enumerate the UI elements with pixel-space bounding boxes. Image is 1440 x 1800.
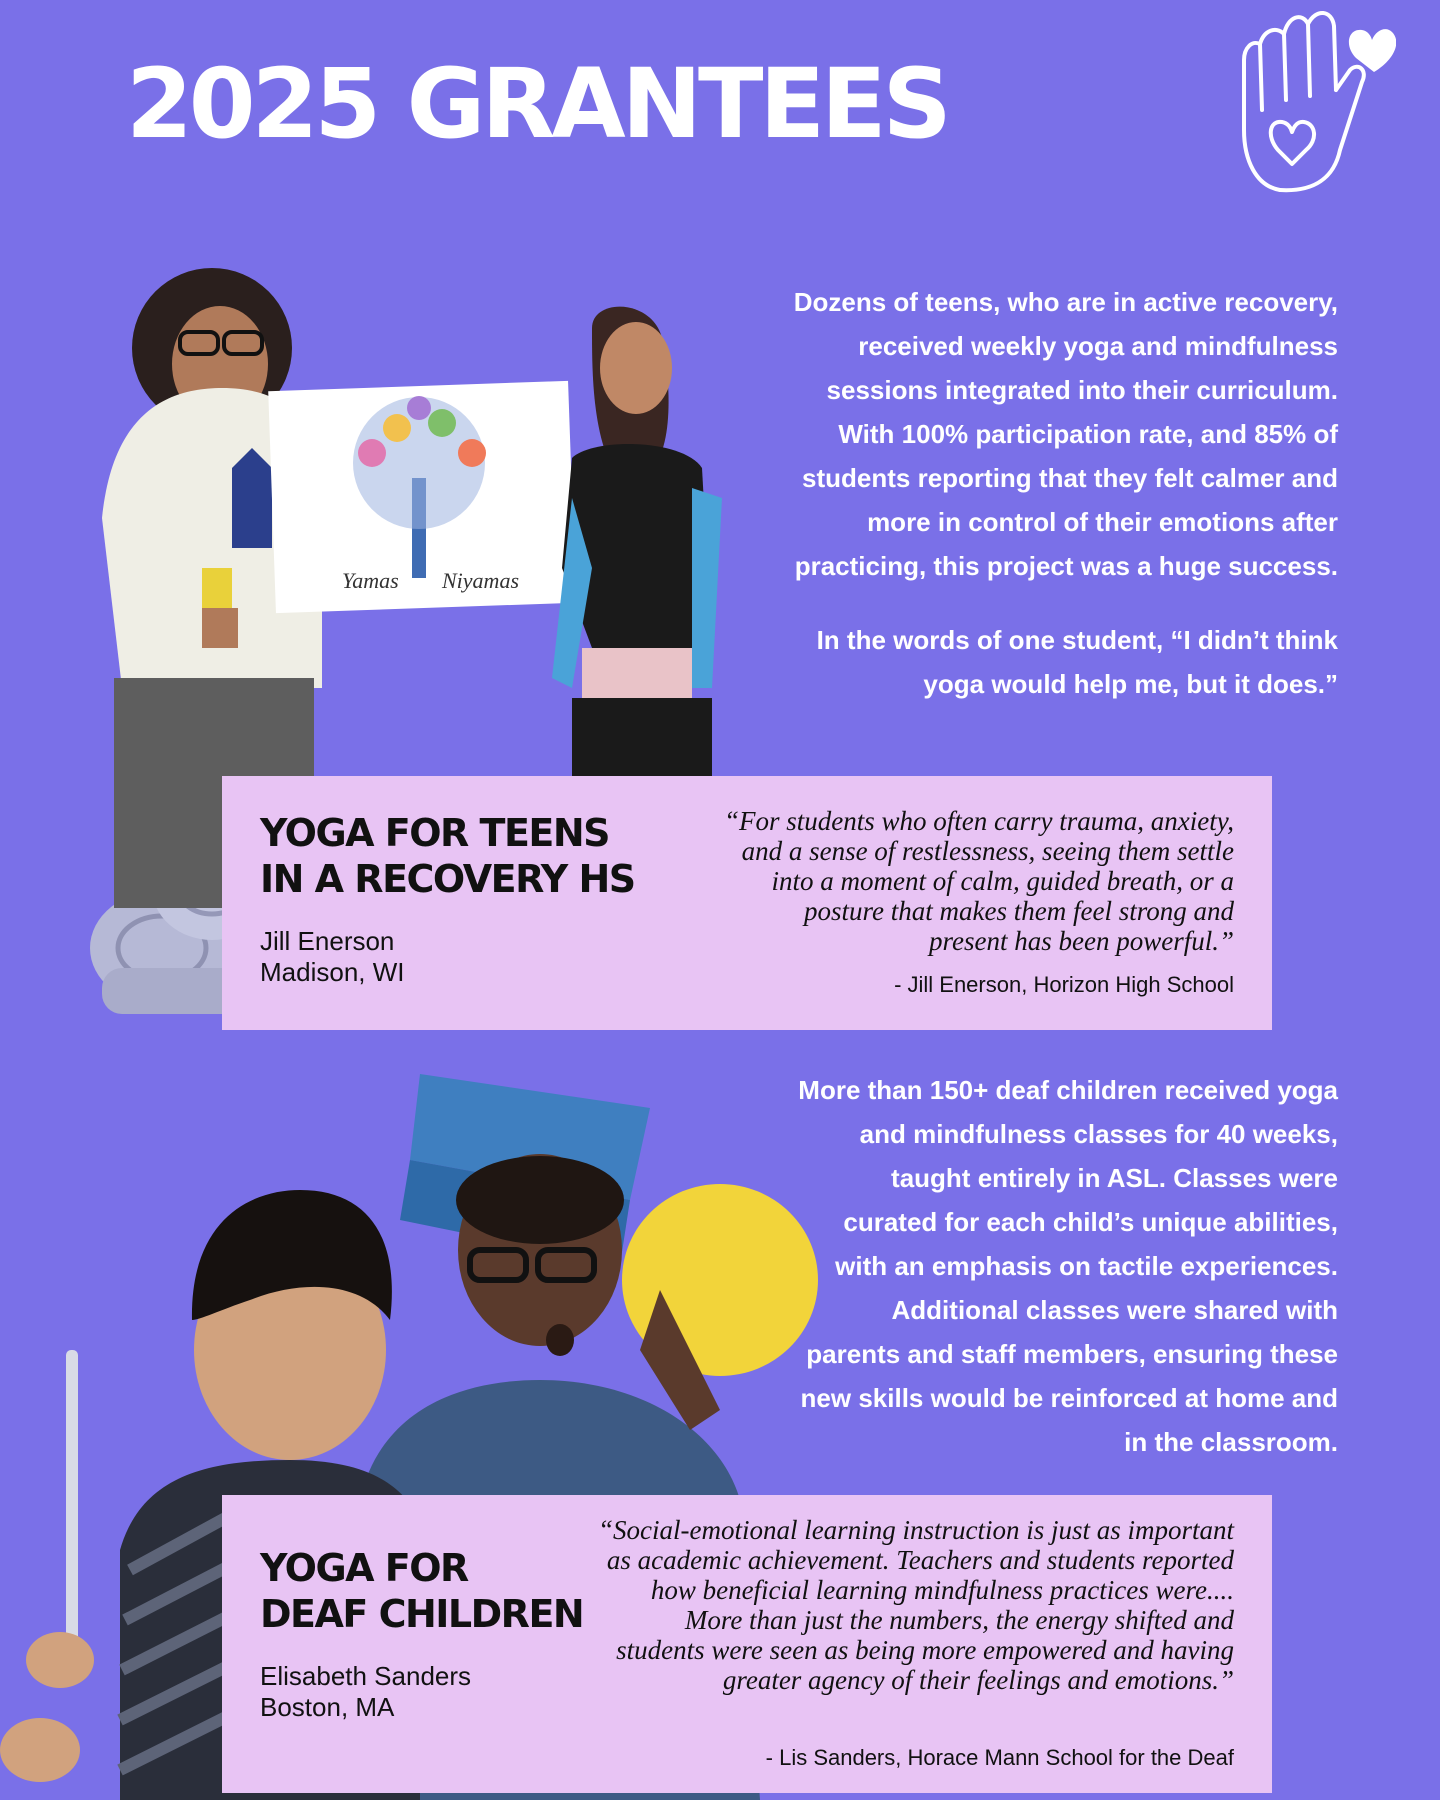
grantee-2-title: YOGA FOR DEAF CHILDREN [260,1546,584,1636]
grantee-1-quote: “For students who often carry trauma, anxiety, and a sense of restlessness, seeing them settle into a moment of calm, guided breath, or a posture that makes them feel strong and present has been powerful.” [724,806,1234,956]
grantee-1-card [222,776,1272,1030]
grantee-2-name: Elisabeth Sanders [260,1661,472,1691]
grantee-1-attribution: - Jill Enerson, Horizon High School [894,972,1234,997]
grantee-2-description-paragraph: More than 150+ deaf children received yoga and mindfulness classes for 40 weeks, taught entirely in ASL. Classes were curated for each child’s unique abilities, with an emphasis on tactile experiences. Additional classes were shared with parents and staff members, ensuring these new skills would be reinforced at home and in the classroom. [798,1075,1338,1457]
grantee-2-description [798,1068,1338,1464]
grantee-1-title: YOGA FOR TEENS IN A RECOVERY HS [260,811,635,901]
grantee-2-quote: “Social-emotional learning instruction is just as important as academic achievement. Teachers and students reported how beneficial learning mindfulness practices were.... More than just the numbers, the energy shifted and students were seen as being more empowered and having greater agency of their feelings and emotions.” [597,1515,1234,1695]
grantee-1-location: Madison, WI [260,957,405,987]
yoga-strap-stick [66,1350,78,1650]
grantee-1-name: Jill Enerson [260,926,395,956]
yoga-tree-poster-image [268,381,576,613]
grantee-2-attribution: - Lis Sanders, Horace Mann School for the Deaf [765,1745,1234,1770]
hand-heart-icon [1236,0,1396,200]
svg-text:Yamas: Yamas [342,568,399,593]
grantee-1-description-paragraph: Dozens of teens, who are in active recovery, received weekly yoga and mindfulness sessions integrated into their curriculum. With 100% participation rate, and 85% of students reporting that they felt calmer and more in control of their emotions after practicing, this project was a huge success. [793,287,1338,581]
grantee-1-person [260,926,405,988]
grantee-2-person [260,1661,471,1723]
grantee-2-card [222,1495,1272,1793]
svg-text:Niyamas: Niyamas [442,568,519,593]
page-title: 2025 GRANTEES [126,48,948,160]
grantee-2-location: Boston, MA [260,1692,395,1722]
grantee-1-student-quote: In the words of one student, “I didn’t think yoga would help me, but it does.” [816,625,1338,699]
grantee-1-description [778,280,1338,706]
